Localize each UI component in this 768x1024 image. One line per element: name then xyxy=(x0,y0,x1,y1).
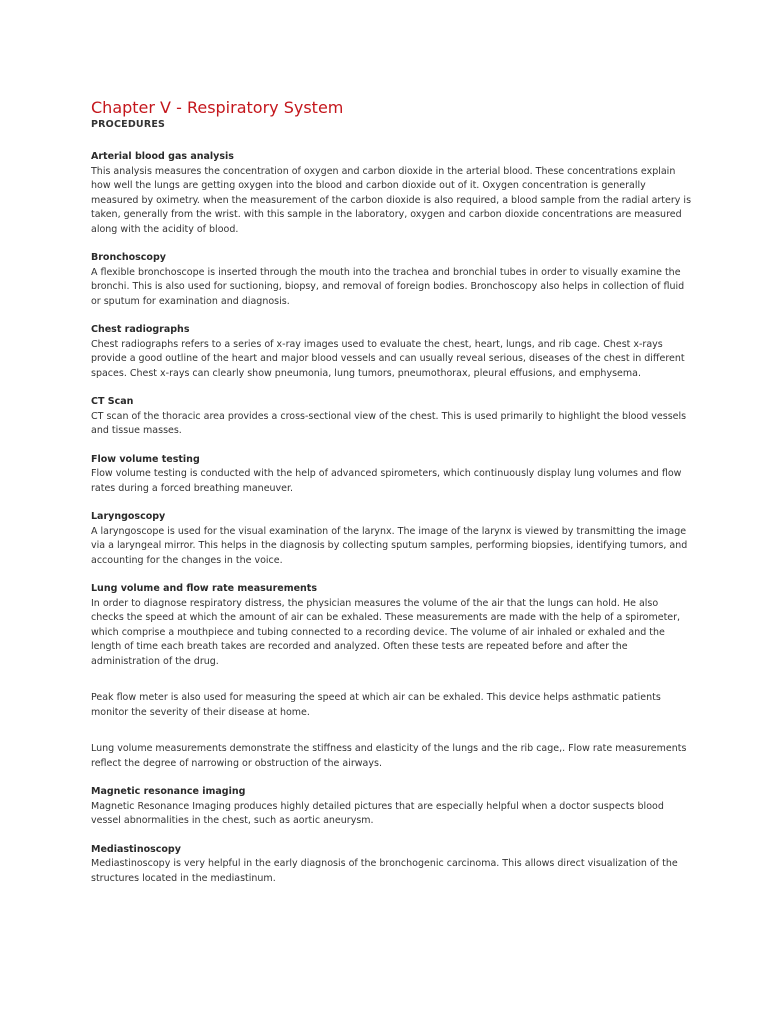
section-heading: Bronchoscopy xyxy=(91,252,166,263)
section-mri xyxy=(91,785,691,829)
section-heading: Flow volume testing xyxy=(91,453,200,465)
section-body: Chest radiographs refers to a series of x-ray images used to evaluate the chest, heart, lungs, and rib cage. Chest x-rays provide a good outline of the heart and major blood vessels and can usually reveal serious, diseases of the chest in different spaces. Chest x-rays can clearly show pneumonia, lung tumors, pneumothorax, pleural effusions, and emphysema. xyxy=(91,338,685,379)
section-body: CT scan of the thoracic area provides a cross-sectional view of the chest. This is used primarily to highlight the blood vessels and tissue masses. xyxy=(91,410,687,436)
section-heading: Arterial blood gas analysis xyxy=(91,151,234,162)
section-chest-radiographs xyxy=(91,323,691,381)
section-heading: Laryngoscopy xyxy=(91,511,166,522)
section-bronchoscopy xyxy=(91,251,691,309)
chapter-title: Chapter V - Respiratory System xyxy=(91,98,344,117)
section-lung-volume-flow-rate xyxy=(91,582,691,771)
section-heading: Lung volume and flow rate measurements xyxy=(91,583,317,594)
section-heading: CT Scan xyxy=(91,396,134,407)
section-extra-paragraph: Peak flow meter is also used for measuring the speed at which air can be exhaled. This device helps asthmatic patients monitor the severity of their disease at home. xyxy=(91,692,661,718)
section-heading: Magnetic resonance imaging xyxy=(91,786,246,797)
section-heading: Chest radiographs xyxy=(91,324,190,335)
section-body: Mediastinoscopy is very helpful in the early diagnosis of the bronchogenic carcinoma. This allows direct visualization of the structures located in the mediastinum. xyxy=(91,858,678,884)
section-extra-paragraph: Lung volume measurements demonstrate the stiffness and elasticity of the lungs and the rib cage,. Flow rate measurements reflect the degree of narrowing or obstruction of the airways. xyxy=(91,743,687,769)
section-body: Magnetic Resonance Imaging produces highly detailed pictures that are especially helpful when a doctor suspects blood vessel abnormalities in the chest, such as aortic aneurysm. xyxy=(91,800,664,826)
section-heading: Mediastinoscopy xyxy=(91,843,181,855)
section-laryngoscopy xyxy=(91,510,691,568)
section-subtitle: PROCEDURES xyxy=(91,119,166,130)
section-body: Flow volume testing is conducted with the help of advanced spirometers, which continuously display lung volumes and flow rates during a forced breathing maneuver. xyxy=(91,468,682,494)
section-mediastinoscopy xyxy=(91,843,691,887)
section-flow-volume-testing xyxy=(91,453,691,497)
section-arterial-blood-gas xyxy=(91,150,691,237)
section-body: A flexible bronchoscope is inserted through the mouth into the trachea and bronchial tubes in order to visually examine the bronchi. This is also used for suctioning, biopsy, and removal of foreign bodies. Bronchoscopy also helps in collection of fluid or sputum for examination and diagnosis. xyxy=(91,266,685,307)
section-ct-scan xyxy=(91,395,691,439)
section-body: In order to diagnose respiratory distress, the physician measures the volume of the air that the lungs can hold. He also checks the speed at which the amount of air can be exhaled. These measurements are made with the help of a spirometer, which comprise a mouthpiece and tubing connected to a recording device. The volume of air inhaled or exhaled and the length of time each breath takes are recorded and analyzed. Often these tests are repeated before and after the administration of the drug. xyxy=(91,597,681,667)
section-body: This analysis measures the concentration of oxygen and carbon dioxide in the arterial blood. These concentrations explain how well the lungs are getting oxygen into the blood and carbon dioxide out of it. Oxygen concentration is generally measured by oximetry. when the measurement of the carbon dioxide is also required, a blood sample from the radial artery is taken, generally from the wrist. with this sample in the laboratory, oxygen and carbon dioxide concentrations are measured along with the acidity of blood. xyxy=(91,165,692,235)
section-body: A laryngoscope is used for the visual examination of the larynx. The image of the larynx is viewed by transmitting the image via a laryngeal mirror. This helps in the diagnosis by collecting sputum samples, performing biopsies, identifying tumors, and accounting for the changes in the voice. xyxy=(91,525,688,566)
document-page xyxy=(91,98,691,900)
